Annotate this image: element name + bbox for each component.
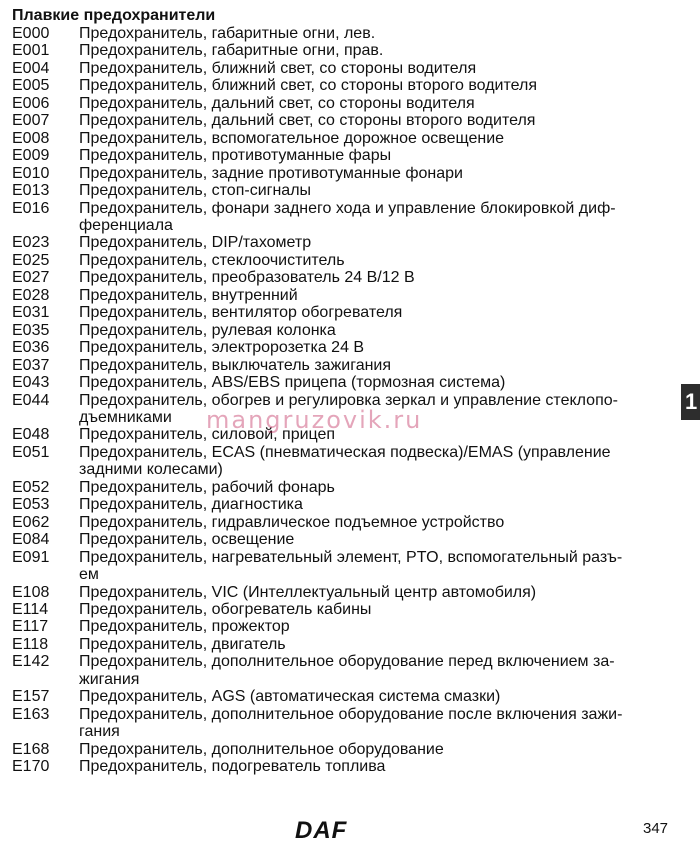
fuse-description: Предохранитель, VIC (Интеллектуальный центр автомобиля) (79, 583, 537, 601)
fuse-description: Предохранитель, подогреватель топлива (79, 758, 386, 776)
fuse-description: Предохранитель, нагревательный элемент, PTO, вспомогательный разъ- ем (79, 548, 623, 584)
fuse-code: E025 (12, 251, 50, 269)
section-heading: Плавкие предохранители (12, 7, 216, 24)
fuse-code: E028 (12, 286, 50, 304)
fuse-entry (12, 165, 672, 182)
fuse-description: Предохранитель, силовой, прицеп (79, 426, 336, 444)
fuse-description: Предохранитель, дополнительное оборудование (79, 740, 444, 758)
fuse-code: E037 (12, 356, 50, 374)
fuse-description: Предохранитель, рулевая колонка (79, 321, 336, 339)
fuse-description: Предохранитель, двигатель (79, 635, 286, 653)
fuse-description: Предохранитель, габаритные огни, лев. (79, 25, 376, 42)
fuse-code: E035 (12, 321, 50, 339)
fuse-description: Предохранитель, противотуманные фары (79, 147, 392, 165)
fuse-code: E142 (12, 653, 50, 671)
fuse-code: E004 (12, 59, 50, 77)
fuse-entry (12, 25, 672, 42)
fuse-entry (12, 322, 672, 339)
fuse-entry (12, 182, 672, 199)
fuse-description: Предохранитель, стеклоочиститель (79, 251, 345, 269)
fuse-description: Предохранитель, внутренний (79, 286, 298, 304)
fuse-code: E009 (12, 147, 50, 165)
fuse-code: E053 (12, 496, 50, 514)
fuse-description: Предохранитель, дополнительное оборудование перед включением за- жигания (79, 653, 615, 688)
fuse-code: E016 (12, 199, 50, 217)
fuse-description: Предохранитель, электророзетка 24 В (79, 339, 365, 357)
fuse-code: E114 (12, 600, 49, 618)
fuse-code: E031 (12, 304, 50, 322)
fuse-code: E013 (12, 182, 50, 200)
fuse-entry (12, 496, 672, 513)
fuse-entry (12, 252, 672, 269)
fuse-description: Предохранитель, дальний свет, со стороны второго водителя (79, 112, 536, 130)
fuse-code: E044 (12, 391, 50, 409)
daf-logo: DAF (295, 817, 348, 844)
fuse-code: E163 (12, 705, 50, 723)
fuse-entry (12, 374, 672, 391)
fuse-description: Предохранитель, габаритные огни, прав. (79, 42, 384, 60)
fuse-entry (12, 269, 672, 286)
fuse-description: Предохранитель, выключатель зажигания (79, 356, 392, 374)
fuse-code: E036 (12, 339, 50, 357)
fuse-code: E027 (12, 269, 50, 287)
fuse-entry (12, 60, 672, 77)
fuse-code: E084 (12, 531, 50, 549)
fuse-description: Предохранитель, обогрев и регулировка зеркал и управление стеклопо- дъемниками (79, 391, 618, 426)
fuse-code: E000 (12, 25, 50, 42)
fuse-description: Предохранитель, стоп-сигналы (79, 182, 312, 200)
fuse-code: E051 (12, 443, 50, 461)
fuse-description: Предохранитель, диагностика (79, 496, 303, 514)
watermark-text: mangruzovik.ru (206, 406, 423, 434)
fuse-entry (12, 618, 672, 635)
fuse-code: E023 (12, 234, 50, 252)
fuse-code: E062 (12, 513, 50, 531)
fuse-entry (12, 426, 672, 443)
fuse-description: Предохранитель, прожектор (79, 618, 290, 636)
fuse-entry (12, 234, 672, 251)
fuse-code: E170 (12, 758, 50, 776)
fuse-entry (12, 688, 672, 705)
fuse-description: Предохранитель, дополнительное оборудование после включения зажи- гания (79, 705, 623, 741)
fuse-code: E108 (12, 583, 50, 601)
fuse-description: Предохранитель, освещение (79, 531, 295, 549)
fuse-code: E005 (12, 77, 50, 95)
fuse-code: E168 (12, 740, 50, 758)
fuse-entry (12, 706, 672, 741)
fuse-description: Предохранитель, преобразователь 24 В/12 В (79, 269, 415, 287)
fuse-description: Предохранитель, задние противотуманные фонари (79, 164, 463, 182)
fuse-entry (12, 479, 672, 496)
fuse-entry (12, 339, 672, 356)
fuse-entry (12, 112, 672, 129)
fuse-description: Предохранитель, дальний свет, со стороны водителя (79, 94, 475, 112)
fuse-code: E007 (12, 112, 50, 130)
fuse-entry (12, 200, 672, 235)
fuse-code: E117 (12, 618, 49, 636)
fuse-entry (12, 584, 672, 601)
fuse-entry (12, 392, 672, 427)
fuse-entry (12, 42, 672, 59)
section-tab-marker: 1 (681, 384, 700, 420)
fuse-description: Предохранитель, ECAS (пневматическая подвеска)/EMAS (управление задними колесами) (79, 443, 611, 479)
fuse-code: E010 (12, 164, 50, 182)
fuse-description: Предохранитель, ближний свет, со стороны второго водителя (79, 77, 537, 95)
fuse-entry (12, 531, 672, 548)
fuse-description: Предохранитель, вспомогательное дорожное освещение (79, 129, 505, 147)
fuse-entry (12, 444, 672, 479)
page-number: 347 (643, 820, 669, 837)
fuse-description: Предохранитель, фонари заднего хода и управление блокировкой диф- ференциала (79, 199, 616, 234)
fuse-description: Предохранитель, ABS/EBS прицепа (тормозная система) (79, 374, 506, 392)
fuse-entry (12, 95, 672, 112)
fuse-entry (12, 653, 672, 688)
fuse-entry (12, 601, 672, 618)
fuse-entry (12, 758, 672, 775)
fuse-entry (12, 514, 672, 531)
fuse-list (12, 25, 672, 775)
fuse-code: E157 (12, 688, 50, 706)
fuse-description: Предохранитель, гидравлическое подъемное устройство (79, 513, 505, 531)
fuse-code: E091 (12, 548, 50, 566)
fuse-description: Предохранитель, обогреватель кабины (79, 600, 372, 618)
fuse-code: E006 (12, 94, 50, 112)
fuse-entry (12, 130, 672, 147)
fuse-description: Предохранитель, рабочий фонарь (79, 478, 335, 496)
fuse-entry (12, 304, 672, 321)
fuse-entry (12, 357, 672, 374)
fuse-code: E052 (12, 478, 50, 496)
fuse-code: E048 (12, 426, 50, 444)
fuse-entry (12, 77, 672, 94)
fuse-code: E118 (12, 635, 49, 653)
fuse-entry (12, 741, 672, 758)
fuse-code: E001 (12, 42, 50, 60)
fuse-description: Предохранитель, ближний свет, со стороны водителя (79, 59, 477, 77)
fuse-description: Предохранитель, AGS (автоматическая система смазки) (79, 688, 501, 706)
fuse-description: Предохранитель, вентилятор обогревателя (79, 304, 403, 322)
fuse-code: E008 (12, 129, 50, 147)
fuse-entry (12, 636, 672, 653)
fuse-description: Предохранитель, DIP/тахометр (79, 234, 312, 252)
fuse-entry (12, 147, 672, 164)
fuse-entry (12, 287, 672, 304)
fuse-code: E043 (12, 374, 50, 392)
fuse-entry (12, 549, 672, 584)
